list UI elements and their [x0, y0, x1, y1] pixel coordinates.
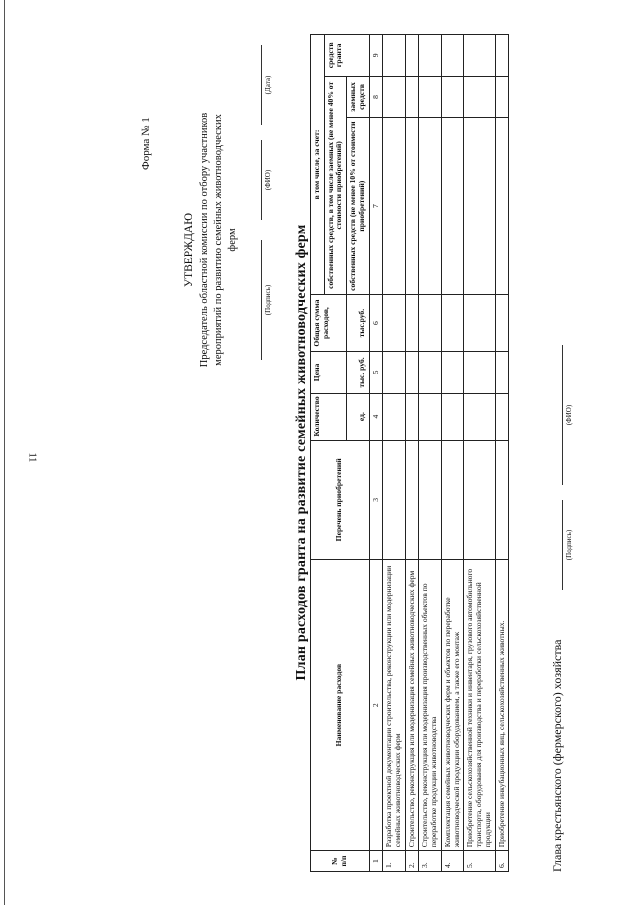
col-head-own40: собственных средств, в том числе заемных (не менее 40% от стоимости приобретений)	[324, 76, 346, 294]
approval-line-1: Председатель областной комиссии по отбору участников	[199, 112, 210, 368]
col-head-loan: заемных средств	[347, 76, 369, 118]
cell-empty	[441, 35, 463, 77]
cell-empty	[419, 393, 441, 440]
col-head-incl: в том числе, за счет:	[311, 35, 325, 295]
col-number: 7	[369, 118, 383, 295]
footer-sign-caption: (Подпись)	[565, 529, 573, 561]
approval-line-2: мероприятий по развитию семейных животноводческих	[213, 114, 224, 366]
cell-empty	[464, 118, 495, 295]
footer-sign-line	[562, 500, 563, 590]
col-number: 8	[369, 76, 383, 118]
header-row-1	[311, 35, 325, 872]
cell-empty	[405, 440, 419, 560]
cell-empty	[495, 118, 509, 295]
page-number: 11	[26, 452, 38, 463]
binding-line	[4, 0, 5, 905]
approval-fio-caption: (ФИО)	[264, 169, 272, 191]
footer-fio-line	[562, 345, 563, 485]
cell-empty	[441, 352, 463, 394]
cell-empty	[464, 76, 495, 118]
table-row	[441, 35, 463, 872]
col-head-price: Цена	[311, 352, 347, 394]
col-head-list: Перечень приобретений	[311, 440, 370, 560]
cell-empty	[419, 118, 441, 295]
col-head-name: Наименование расходов	[311, 560, 370, 851]
approval-fio-line	[261, 140, 262, 220]
row-number: 1.	[383, 851, 405, 872]
row-name: Комплектация семейных животноводческих ферм и объектов по переработке животноводческой продукции оборудованием, а также его монтаж	[441, 560, 463, 851]
approval-title: УТВЕРЖДАЮ	[183, 212, 195, 288]
row-number: 2.	[405, 851, 419, 872]
cell-empty	[383, 295, 405, 352]
cell-empty	[441, 440, 463, 560]
row-number: 5.	[464, 851, 495, 872]
col-number: 1	[369, 851, 383, 872]
cell-empty	[464, 393, 495, 440]
col-unit-price: тыс. руб.	[347, 352, 369, 394]
approval-sign-caption: (Подпись)	[264, 284, 272, 316]
cell-empty	[464, 295, 495, 352]
cell-empty	[495, 352, 509, 394]
cell-empty	[495, 295, 509, 352]
table-row	[495, 35, 509, 872]
col-head-own10: собственных средств (не менее 10% от стоимости приобретений)	[347, 118, 369, 295]
table-row	[405, 35, 419, 872]
cell-empty	[464, 440, 495, 560]
cell-empty	[405, 118, 419, 295]
cell-empty	[419, 352, 441, 394]
cell-empty	[441, 76, 463, 118]
col-head-qty: Количество	[311, 393, 347, 440]
footer-fio-caption: (ФИО)	[565, 404, 573, 426]
col-head-num: № п/п	[311, 851, 370, 872]
cell-empty	[405, 352, 419, 394]
cell-empty	[441, 295, 463, 352]
row-number: 6.	[495, 851, 509, 872]
cell-empty	[495, 393, 509, 440]
cell-empty	[405, 76, 419, 118]
cell-empty	[495, 440, 509, 560]
table-row	[383, 35, 405, 872]
col-head-total: Общая сумма расходов,	[311, 295, 347, 352]
row-name: Приобретение инкубационных яиц, сельскохозяйственных животных.	[495, 560, 509, 851]
cell-empty	[464, 352, 495, 394]
approval-date-line	[261, 45, 262, 125]
head-label: Глава крестьянского (фермерского) хозяйства	[550, 639, 564, 872]
cell-empty	[419, 35, 441, 77]
rotated-page	[110, 15, 580, 890]
approval-date-caption: (Дата)	[264, 75, 272, 95]
cell-empty	[419, 295, 441, 352]
col-number-row	[369, 35, 383, 872]
col-number: 5	[369, 352, 383, 394]
row-number: 4.	[441, 851, 463, 872]
cell-empty	[383, 76, 405, 118]
plan-title: План расходов гранта на развитие семейных животноводческих ферм	[294, 224, 309, 681]
cell-empty	[405, 295, 419, 352]
cell-empty	[383, 35, 405, 77]
row-name: Разработка проектной документации строительства, реконструкции или модернизации семейных животноводческих ферм	[383, 560, 405, 851]
col-number: 2	[369, 560, 383, 851]
cell-empty	[405, 393, 419, 440]
cell-empty	[383, 393, 405, 440]
cell-empty	[405, 35, 419, 77]
cell-empty	[383, 352, 405, 394]
col-number: 6	[369, 295, 383, 352]
cell-empty	[419, 76, 441, 118]
cell-empty	[441, 393, 463, 440]
cell-empty	[383, 440, 405, 560]
row-name: Приобретение сельскохозяйственной техники и инвентаря, грузового автомобильного транспорта, оборудования для производства и переработки сельскохозяйственной продукции	[464, 560, 495, 851]
row-name: Строительство, реконструкция или модернизация производственных объектов по переработке продукции животноводства	[419, 560, 441, 851]
cell-empty	[495, 35, 509, 77]
col-unit-qty: ед.	[347, 393, 369, 440]
row-name: Строительство, реконструкция или модернизация семейных животноводческих ферм	[405, 560, 419, 851]
col-unit-total: тыс.руб.	[347, 295, 369, 352]
cell-empty	[441, 118, 463, 295]
approval-sign-line	[261, 240, 262, 360]
cell-empty	[464, 35, 495, 77]
col-number: 3	[369, 440, 383, 560]
form-label: Форма № 1	[140, 117, 152, 170]
plan-table	[310, 34, 509, 872]
table-row	[419, 35, 441, 872]
approval-line-3: ферм	[227, 228, 238, 252]
col-head-grant: средств гранта	[324, 35, 369, 77]
col-number: 4	[369, 393, 383, 440]
table-row	[464, 35, 495, 872]
cell-empty	[495, 76, 509, 118]
row-number: 3.	[419, 851, 441, 872]
cell-empty	[383, 118, 405, 295]
col-number: 9	[369, 35, 383, 77]
cell-empty	[419, 440, 441, 560]
